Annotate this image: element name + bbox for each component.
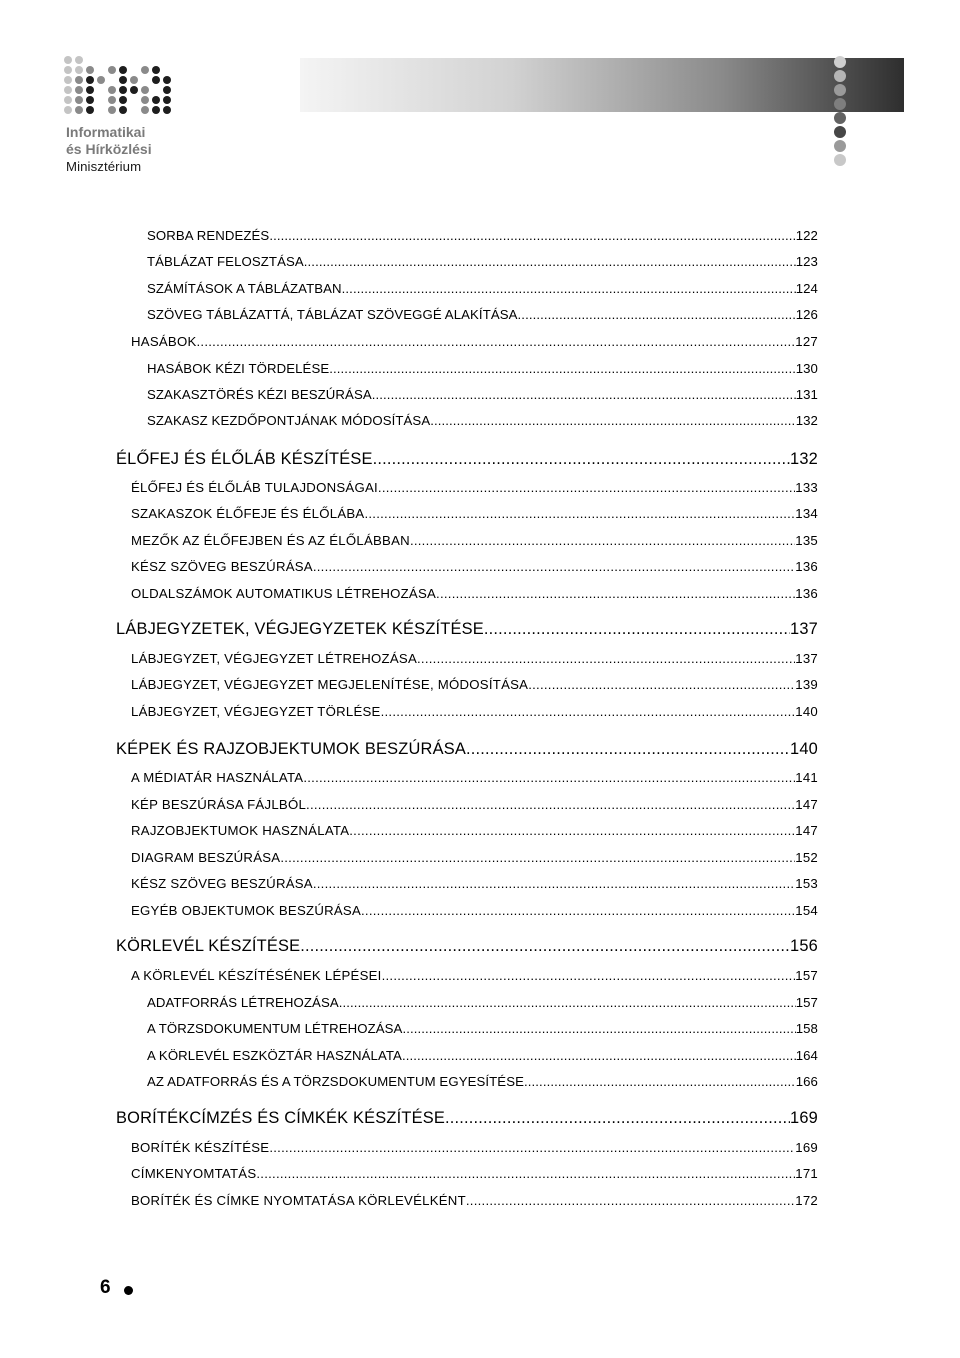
toc-entry-page: 154 — [795, 903, 818, 918]
toc-entry-title: LÁBJEGYZETEK, VÉGJEGYZETEK KÉSZÍTÉSE — [116, 620, 484, 638]
logo-dot — [75, 76, 83, 84]
ministry-name — [66, 124, 152, 175]
toc-dot-leader — [466, 740, 790, 759]
toc-entry-title: LÁBJEGYZET, VÉGJEGYZET TÖRLÉSE — [131, 704, 381, 719]
ministry-logo — [64, 56, 184, 180]
logo-dot — [86, 96, 94, 104]
toc-entry-page: 139 — [795, 677, 818, 692]
toc-dot-leader — [378, 480, 795, 495]
toc-dot-leader — [436, 586, 795, 601]
toc-entry-page: 137 — [790, 620, 818, 638]
toc-entry-page: 158 — [795, 1021, 818, 1036]
toc-entry-title: A KÖRLEVÉL ESZKÖZTÁR HASZNÁLATA — [147, 1048, 402, 1063]
toc-entry-page: 152 — [795, 850, 818, 865]
logo-dot — [108, 66, 116, 74]
toc-entry[interactable] — [147, 228, 818, 243]
logo-dot — [75, 106, 83, 114]
toc-entry-page: 169 — [790, 1109, 818, 1127]
toc-entry-page: 147 — [795, 823, 818, 838]
toc-entry[interactable] — [147, 254, 818, 269]
toc-entry-page: 153 — [795, 876, 818, 891]
toc-entry[interactable] — [131, 797, 818, 812]
toc-dot-leader — [445, 1109, 790, 1128]
toc-entry-page: 157 — [795, 968, 818, 983]
logo-dot — [86, 86, 94, 94]
logo-dot — [130, 76, 138, 84]
toc-entry-page: 127 — [795, 334, 818, 349]
ministry-name-line-2: és Hírközlési — [66, 141, 152, 157]
toc-entry-page: 124 — [795, 281, 818, 296]
toc-entry[interactable] — [147, 413, 818, 428]
toc-entry[interactable] — [131, 850, 818, 865]
logo-dot — [108, 96, 116, 104]
toc-dot-leader — [528, 677, 795, 692]
toc-entry-title: RAJZOBJEKTUMOK HASZNÁLATA — [131, 823, 350, 838]
footer-bullet-icon — [124, 1286, 133, 1295]
logo-dot — [141, 106, 149, 114]
toc-dot-leader — [339, 995, 796, 1010]
toc-entry[interactable] — [131, 506, 818, 521]
toc-dot-leader — [304, 254, 796, 269]
toc-entry-page: 133 — [795, 480, 818, 495]
toc-dot-leader — [382, 968, 796, 983]
logo-dot — [141, 96, 149, 104]
header-dot — [834, 140, 846, 152]
toc-entry-title: SZAKASZ KEZDŐPONTJÁNAK MÓDOSÍTÁSA — [147, 413, 431, 428]
logo-dot — [75, 96, 83, 104]
toc-dot-leader — [280, 850, 795, 865]
logo-dot — [152, 66, 160, 74]
toc-entry[interactable] — [131, 651, 818, 666]
logo-dot — [86, 66, 94, 74]
toc-entry[interactable] — [131, 480, 818, 495]
header-dot — [834, 98, 846, 110]
toc-entry[interactable] — [116, 740, 818, 759]
logo-dot-grid — [64, 56, 184, 116]
header-dot — [834, 70, 846, 82]
toc-dot-leader — [361, 903, 795, 918]
toc-dot-leader — [430, 413, 795, 428]
toc-entry-title: A KÖRLEVÉL KÉSZÍTÉSÉNEK LÉPÉSEI — [131, 968, 382, 983]
logo-dot — [119, 66, 127, 74]
logo-dot — [163, 86, 171, 94]
toc-entry-page: 147 — [795, 797, 818, 812]
toc-entry-page: 164 — [795, 1048, 818, 1063]
toc-entry-title: KÉP BESZÚRÁSA FÁJLBÓL — [131, 797, 307, 812]
toc-entry-page: 131 — [795, 387, 818, 402]
header-gradient-bar — [300, 58, 904, 112]
toc-dot-leader — [402, 1021, 795, 1036]
toc-dot-leader — [256, 1166, 795, 1181]
logo-dot — [64, 106, 72, 114]
toc-entry-page: 141 — [795, 770, 818, 785]
toc-dot-leader — [402, 1048, 796, 1063]
toc-entry[interactable] — [147, 1021, 818, 1036]
toc-entry[interactable] — [147, 307, 818, 322]
toc-entry[interactable] — [131, 968, 818, 983]
toc-entry[interactable] — [131, 876, 818, 891]
toc-dot-leader — [410, 533, 795, 548]
toc-entry-page: 140 — [795, 704, 818, 719]
toc-dot-leader — [300, 937, 790, 956]
logo-dot — [152, 106, 160, 114]
toc-entry-title: EGYÉB OBJEKTUMOK BESZÚRÁSA — [131, 903, 362, 918]
toc-entry-title: SZAKASZOK ÉLŐFEJE ÉS ÉLŐLÁBA — [131, 506, 365, 521]
toc-entry-title: ADATFORRÁS LÉTREHOZÁSA — [147, 995, 339, 1010]
toc-entry-page: 135 — [795, 533, 818, 548]
toc-dot-leader — [372, 387, 796, 402]
toc-entry[interactable] — [131, 559, 818, 574]
page-number: 6 — [100, 1277, 111, 1298]
toc-entry-page: 123 — [795, 254, 818, 269]
toc-dot-leader — [373, 450, 790, 469]
toc-entry-title: HASÁBOK — [131, 334, 197, 349]
toc-entry[interactable] — [147, 1074, 818, 1089]
toc-entry[interactable] — [116, 937, 818, 956]
ministry-name-line-1: Informatikai — [66, 124, 146, 140]
toc-dot-leader — [524, 1074, 796, 1089]
toc-dot-leader — [364, 506, 795, 521]
toc-entry[interactable] — [147, 361, 818, 376]
toc-entry-page: 157 — [795, 995, 818, 1010]
logo-dot — [64, 76, 72, 84]
toc-entry-page: 166 — [795, 1074, 818, 1089]
toc-entry-page: 172 — [795, 1193, 818, 1208]
toc-entry[interactable] — [131, 334, 818, 349]
toc-entry[interactable] — [131, 823, 818, 838]
toc-entry[interactable] — [147, 281, 818, 296]
logo-dot — [152, 76, 160, 84]
toc-entry-page: 136 — [795, 586, 818, 601]
toc-dot-leader — [313, 559, 795, 574]
toc-entry-title: CÍMKENYOMTATÁS — [131, 1166, 257, 1181]
logo-dot — [64, 56, 72, 64]
toc-dot-leader — [313, 876, 795, 891]
ministry-name-line-3: Minisztérium — [66, 159, 142, 174]
logo-dot — [86, 106, 94, 114]
toc-entry-title: KÉPEK ÉS RAJZOBJEKTUMOK BESZÚRÁSA — [116, 740, 466, 758]
toc-dot-leader — [342, 281, 796, 296]
toc-entry-page: 136 — [795, 559, 818, 574]
toc-entry-page: 171 — [795, 1166, 818, 1181]
toc-entry-title: ÉLŐFEJ ÉS ÉLŐLÁB KÉSZÍTÉSE — [116, 450, 373, 468]
toc-entry[interactable] — [131, 1193, 818, 1208]
toc-entry[interactable] — [131, 770, 818, 785]
header-dot — [834, 112, 846, 124]
toc-dot-leader — [349, 823, 795, 838]
toc-entry[interactable] — [131, 704, 818, 719]
toc-dot-leader — [329, 361, 795, 376]
toc-entry-page: 137 — [795, 651, 818, 666]
toc-entry-page: 132 — [795, 413, 818, 428]
toc-entry-title: KÉSZ SZÖVEG BESZÚRÁSA — [131, 559, 313, 574]
toc-entry-page: 140 — [790, 740, 818, 758]
logo-dot — [119, 106, 127, 114]
logo-dot — [75, 66, 83, 74]
toc-entry-page: 132 — [790, 450, 818, 468]
toc-entry-title: MEZŐK AZ ÉLŐFEJBEN ÉS AZ ÉLŐLÁBBAN — [131, 533, 410, 548]
toc-dot-leader — [381, 704, 796, 719]
header-dot-column — [834, 56, 850, 168]
logo-dot — [108, 106, 116, 114]
toc-dot-leader — [303, 770, 795, 785]
header-dot — [834, 56, 846, 68]
toc-entry[interactable] — [116, 450, 818, 469]
logo-dot — [108, 86, 116, 94]
header-dot — [834, 84, 846, 96]
toc-entry-title: BORÍTÉK KÉSZÍTÉSE — [131, 1140, 270, 1155]
toc-entry-title: LÁBJEGYZET, VÉGJEGYZET MEGJELENÍTÉSE, MÓDOSÍTÁSA — [131, 677, 529, 692]
toc-entry[interactable] — [116, 1109, 818, 1128]
toc-entry-title: SORBA RENDEZÉS — [147, 228, 270, 243]
toc-entry-title: KÖRLEVÉL KÉSZÍTÉSE — [116, 937, 301, 955]
toc-entry[interactable] — [131, 903, 818, 918]
logo-dot — [119, 86, 127, 94]
toc-dot-leader — [269, 1140, 795, 1155]
logo-dot — [86, 76, 94, 84]
toc-entry-title: OLDALSZÁMOK AUTOMATIKUS LÉTREHOZÁSA — [131, 586, 437, 601]
toc-entry[interactable] — [131, 1166, 818, 1181]
toc-entry-title: DIAGRAM BESZÚRÁSA — [131, 850, 281, 865]
toc-dot-leader — [518, 307, 796, 322]
toc-entry-page: 130 — [795, 361, 818, 376]
logo-dot — [75, 86, 83, 94]
toc-entry[interactable] — [147, 387, 818, 402]
toc-dot-leader — [306, 797, 795, 812]
toc-dot-leader — [269, 228, 795, 243]
toc-entry-title: TÁBLÁZAT FELOSZTÁSA — [147, 254, 304, 269]
toc-entry-title: KÉSZ SZÖVEG BESZÚRÁSA — [131, 876, 313, 891]
logo-dot — [163, 96, 171, 104]
header-dot — [834, 154, 846, 166]
toc-entry[interactable] — [131, 1140, 818, 1155]
logo-dot — [130, 86, 138, 94]
logo-dot — [64, 66, 72, 74]
toc-dot-leader — [466, 1193, 795, 1208]
toc-dot-leader — [484, 620, 790, 639]
toc-entry-title: AZ ADATFORRÁS ÉS A TÖRZSDOKUMENTUM EGYESÍTÉSE — [147, 1074, 524, 1089]
toc-entry[interactable] — [131, 586, 818, 601]
toc-entry[interactable] — [131, 533, 818, 548]
logo-dot — [64, 86, 72, 94]
toc-entry-title: A TÖRZSDOKUMENTUM LÉTREHOZÁSA — [147, 1021, 403, 1036]
toc-entry-page: 122 — [795, 228, 818, 243]
toc-entry-title: BORÍTÉKCÍMZÉS ÉS CÍMKÉK KÉSZÍTÉSE — [116, 1109, 446, 1127]
logo-dot — [119, 96, 127, 104]
logo-dot — [75, 56, 83, 64]
toc-entry[interactable] — [147, 995, 818, 1010]
toc-entry-title: SZÖVEG TÁBLÁZATTÁ, TÁBLÁZAT SZÖVEGGÉ ALAKÍTÁSA — [147, 307, 518, 322]
toc-entry-title: SZÁMÍTÁSOK A TÁBLÁZATBAN — [147, 281, 342, 296]
toc-dot-leader — [197, 334, 796, 349]
toc-entry-page: 126 — [795, 307, 818, 322]
toc-entry-page: 169 — [795, 1140, 818, 1155]
logo-dot — [119, 76, 127, 84]
logo-dot — [141, 66, 149, 74]
header-dot — [834, 126, 846, 138]
logo-dot — [152, 96, 160, 104]
toc-entry-title: BORÍTÉK ÉS CÍMKE NYOMTATÁSA KÖRLEVÉLKÉNT — [131, 1193, 466, 1208]
toc-entry-title: ÉLŐFEJ ÉS ÉLŐLÁB TULAJDONSÁGAI — [131, 480, 378, 495]
logo-dot — [163, 76, 171, 84]
toc-entry-page: 134 — [795, 506, 818, 521]
logo-dot — [141, 86, 149, 94]
toc-dot-leader — [417, 651, 795, 666]
toc-entry[interactable] — [116, 620, 818, 639]
logo-dot — [64, 96, 72, 104]
logo-dot — [97, 76, 105, 84]
logo-dot — [163, 106, 171, 114]
toc-entry-title: SZAKASZTÖRÉS KÉZI BESZÚRÁSA — [147, 387, 372, 402]
toc-entry[interactable] — [131, 677, 818, 692]
toc-entry-title: HASÁBOK KÉZI TÖRDELÉSE — [147, 361, 330, 376]
toc-entry-title: LÁBJEGYZET, VÉGJEGYZET LÉTREHOZÁSA — [131, 651, 417, 666]
toc-entry-title: A MÉDIATÁR HASZNÁLATA — [131, 770, 304, 785]
toc-entry[interactable] — [147, 1048, 818, 1063]
toc-entry-page: 156 — [790, 937, 818, 955]
